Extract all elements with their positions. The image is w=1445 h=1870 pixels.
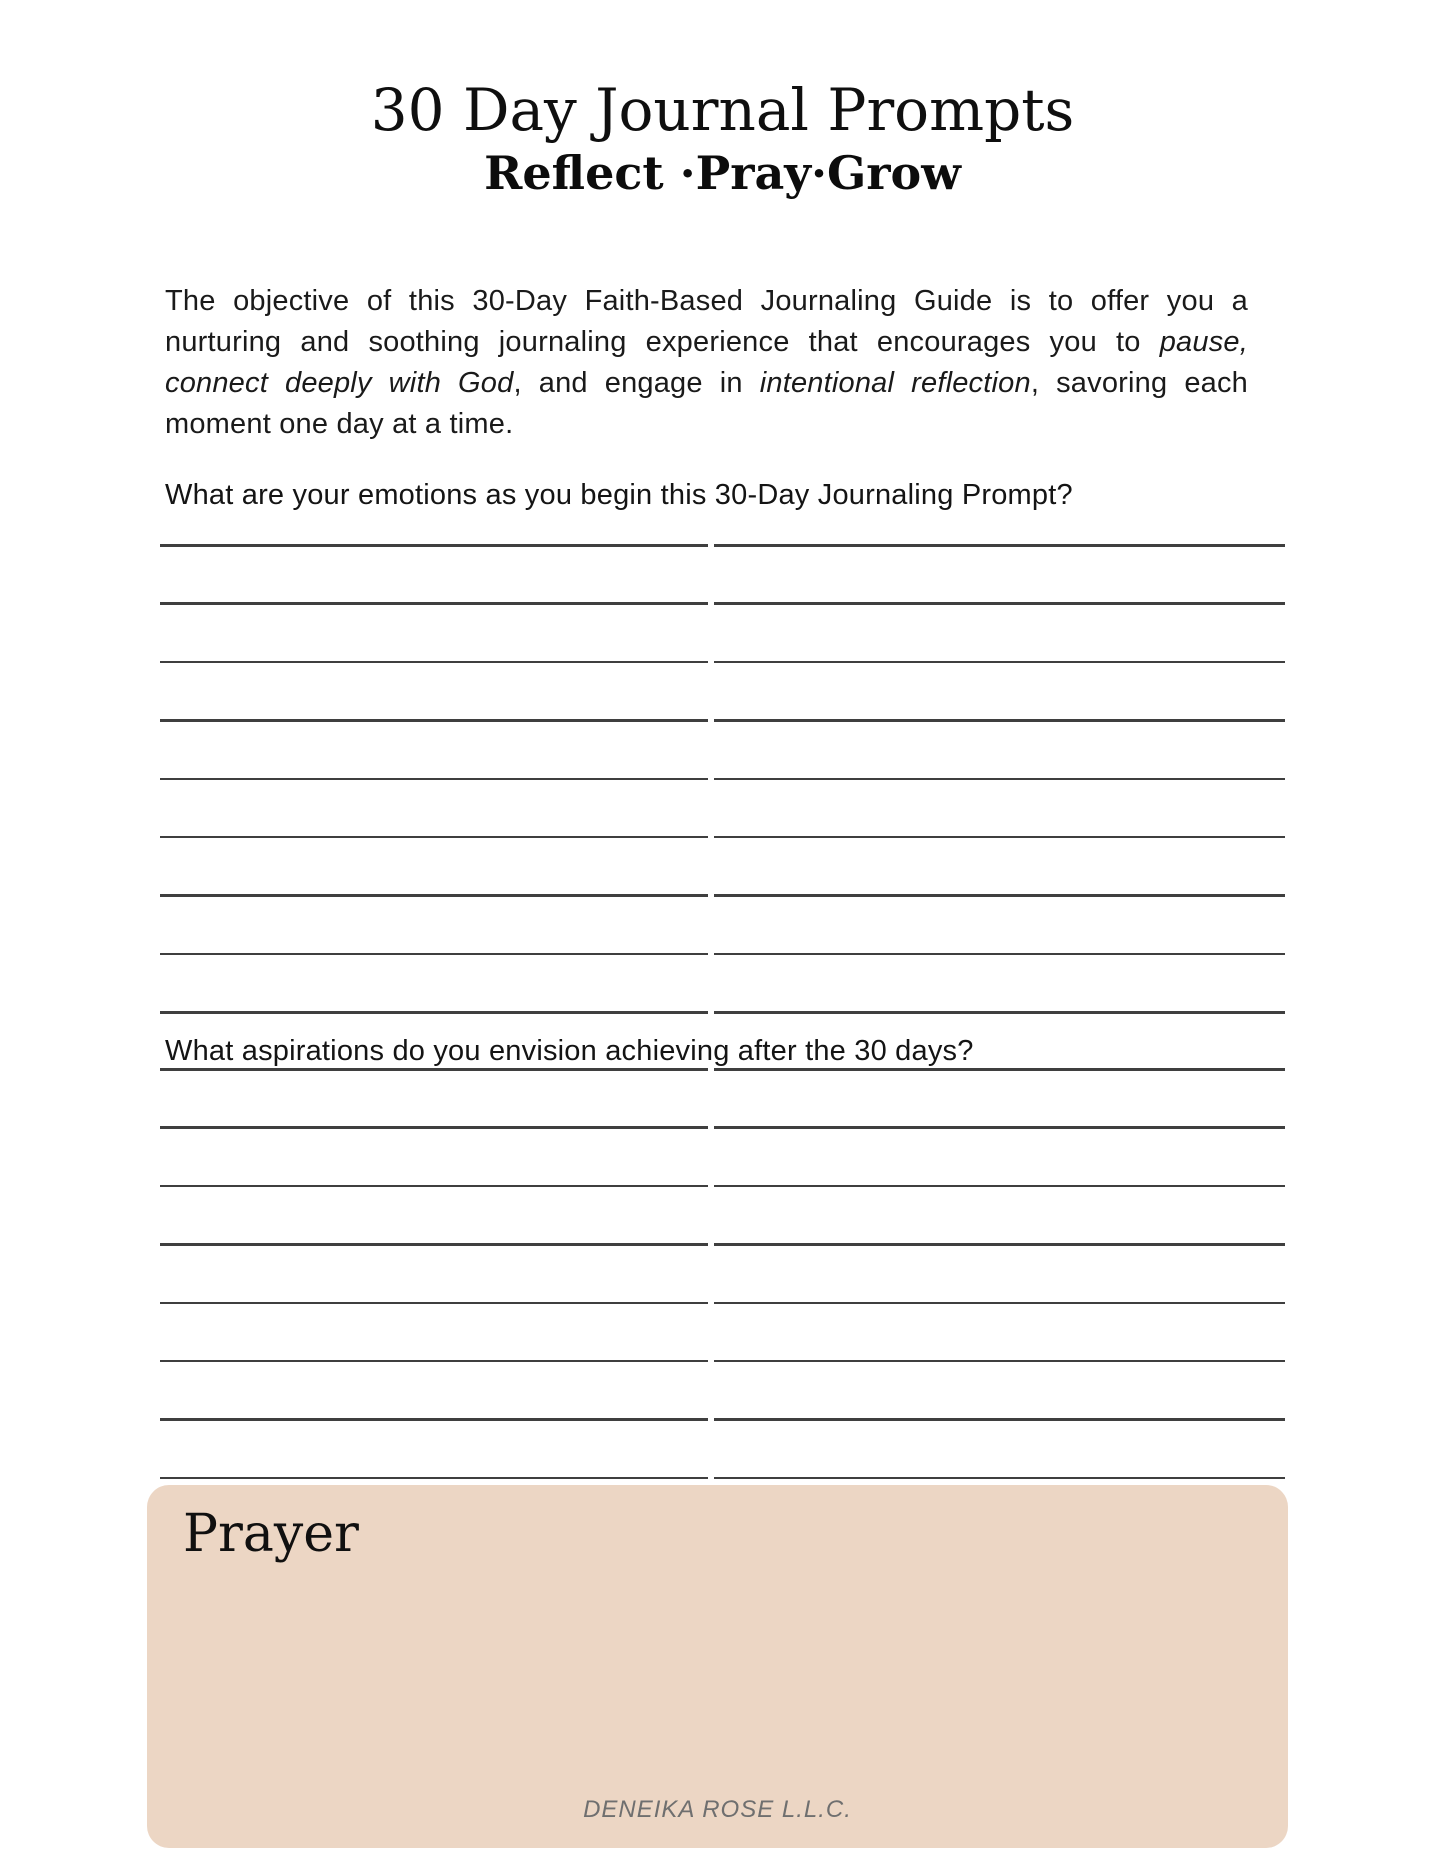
writing-line: [160, 661, 1285, 664]
writing-line-segment-right: [714, 1360, 1285, 1363]
writing-line: [160, 1011, 1285, 1014]
writing-line: [160, 544, 1285, 547]
writing-line-segment-left: [160, 1477, 708, 1480]
writing-line-segment-left: [160, 1243, 708, 1246]
writing-line-segment-left: [160, 1011, 708, 1014]
intro-text: , savoring each moment one day at a time.: [165, 367, 1249, 440]
brand-footer: DENEIKA ROSE L.L.C.: [583, 1796, 852, 1823]
writing-line: [160, 1243, 1285, 1246]
writing-line-segment-right: [714, 1185, 1285, 1188]
writing-line-segment-left: [160, 894, 708, 897]
writing-line-segment-left: [160, 1360, 708, 1363]
writing-line-segment-right: [714, 1126, 1285, 1129]
writing-line-segment-left: [160, 1418, 708, 1421]
writing-line-segment-right: [714, 1243, 1285, 1246]
writing-line: [160, 719, 1285, 722]
writing-line: [160, 1477, 1285, 1480]
writing-line: [160, 778, 1285, 781]
writing-line-segment-right: [714, 778, 1285, 781]
writing-line: [160, 894, 1285, 897]
writing-line-segment-left: [160, 778, 708, 781]
writing-line: [160, 1126, 1285, 1129]
writing-line-segment-right: [714, 836, 1285, 839]
writing-line-segment-left: [160, 1302, 708, 1305]
writing-lines-section-1: [160, 544, 1285, 1070]
writing-line: [160, 1185, 1285, 1188]
intro-text: , and engage in: [513, 367, 760, 399]
intro-paragraph: [165, 281, 1248, 445]
writing-line-segment-right: [714, 602, 1285, 605]
writing-line-segment-right: [714, 1068, 1285, 1071]
writing-line: [160, 836, 1285, 839]
writing-line: [160, 1360, 1285, 1363]
writing-line: [160, 953, 1285, 956]
writing-line: [160, 1068, 1285, 1071]
writing-line-segment-left: [160, 1185, 708, 1188]
writing-line-segment-left: [160, 953, 708, 956]
writing-line: [160, 1418, 1285, 1421]
question-emotions: What are your emotions as you begin this 30-Day Journaling Prompt?: [165, 479, 1073, 511]
writing-line-segment-right: [714, 1011, 1285, 1014]
writing-line-segment-right: [714, 719, 1285, 722]
writing-line: [160, 602, 1285, 605]
writing-line: [160, 1302, 1285, 1305]
writing-lines-section-2: [160, 1068, 1285, 1535]
intro-text: The objective of this 30-Day Faith-Based Journaling Guide is to offer you a nurturing and soothing journaling experience that encourages you to: [165, 285, 1248, 358]
writing-line-segment-left: [160, 719, 708, 722]
page-subtitle: Reflect ·Pray·Grow: [484, 146, 961, 200]
writing-line-segment-right: [714, 1302, 1285, 1305]
prayer-box: [147, 1485, 1288, 1848]
writing-line-segment-left: [160, 1068, 708, 1071]
writing-line-segment-right: [714, 661, 1285, 664]
writing-line-segment-right: [714, 1477, 1285, 1480]
prayer-title: Prayer: [183, 1504, 359, 1564]
writing-line-segment-left: [160, 1126, 708, 1129]
writing-line-segment-left: [160, 602, 708, 605]
writing-line-segment-left: [160, 661, 708, 664]
writing-line-segment-right: [714, 894, 1285, 897]
writing-line-segment-left: [160, 836, 708, 839]
writing-line-segment-right: [714, 1418, 1285, 1421]
writing-line-segment-left: [160, 544, 708, 547]
page-title: 30 Day Journal Prompts: [370, 76, 1075, 144]
intro-text-italic: pause, connect deeply with God: [165, 326, 1248, 399]
writing-line-segment-right: [714, 544, 1285, 547]
writing-line-segment-right: [714, 953, 1285, 956]
question-aspirations: What aspirations do you envision achieving after the 30 days?: [165, 1035, 974, 1067]
intro-text-italic: intentional reflection: [759, 367, 1031, 399]
